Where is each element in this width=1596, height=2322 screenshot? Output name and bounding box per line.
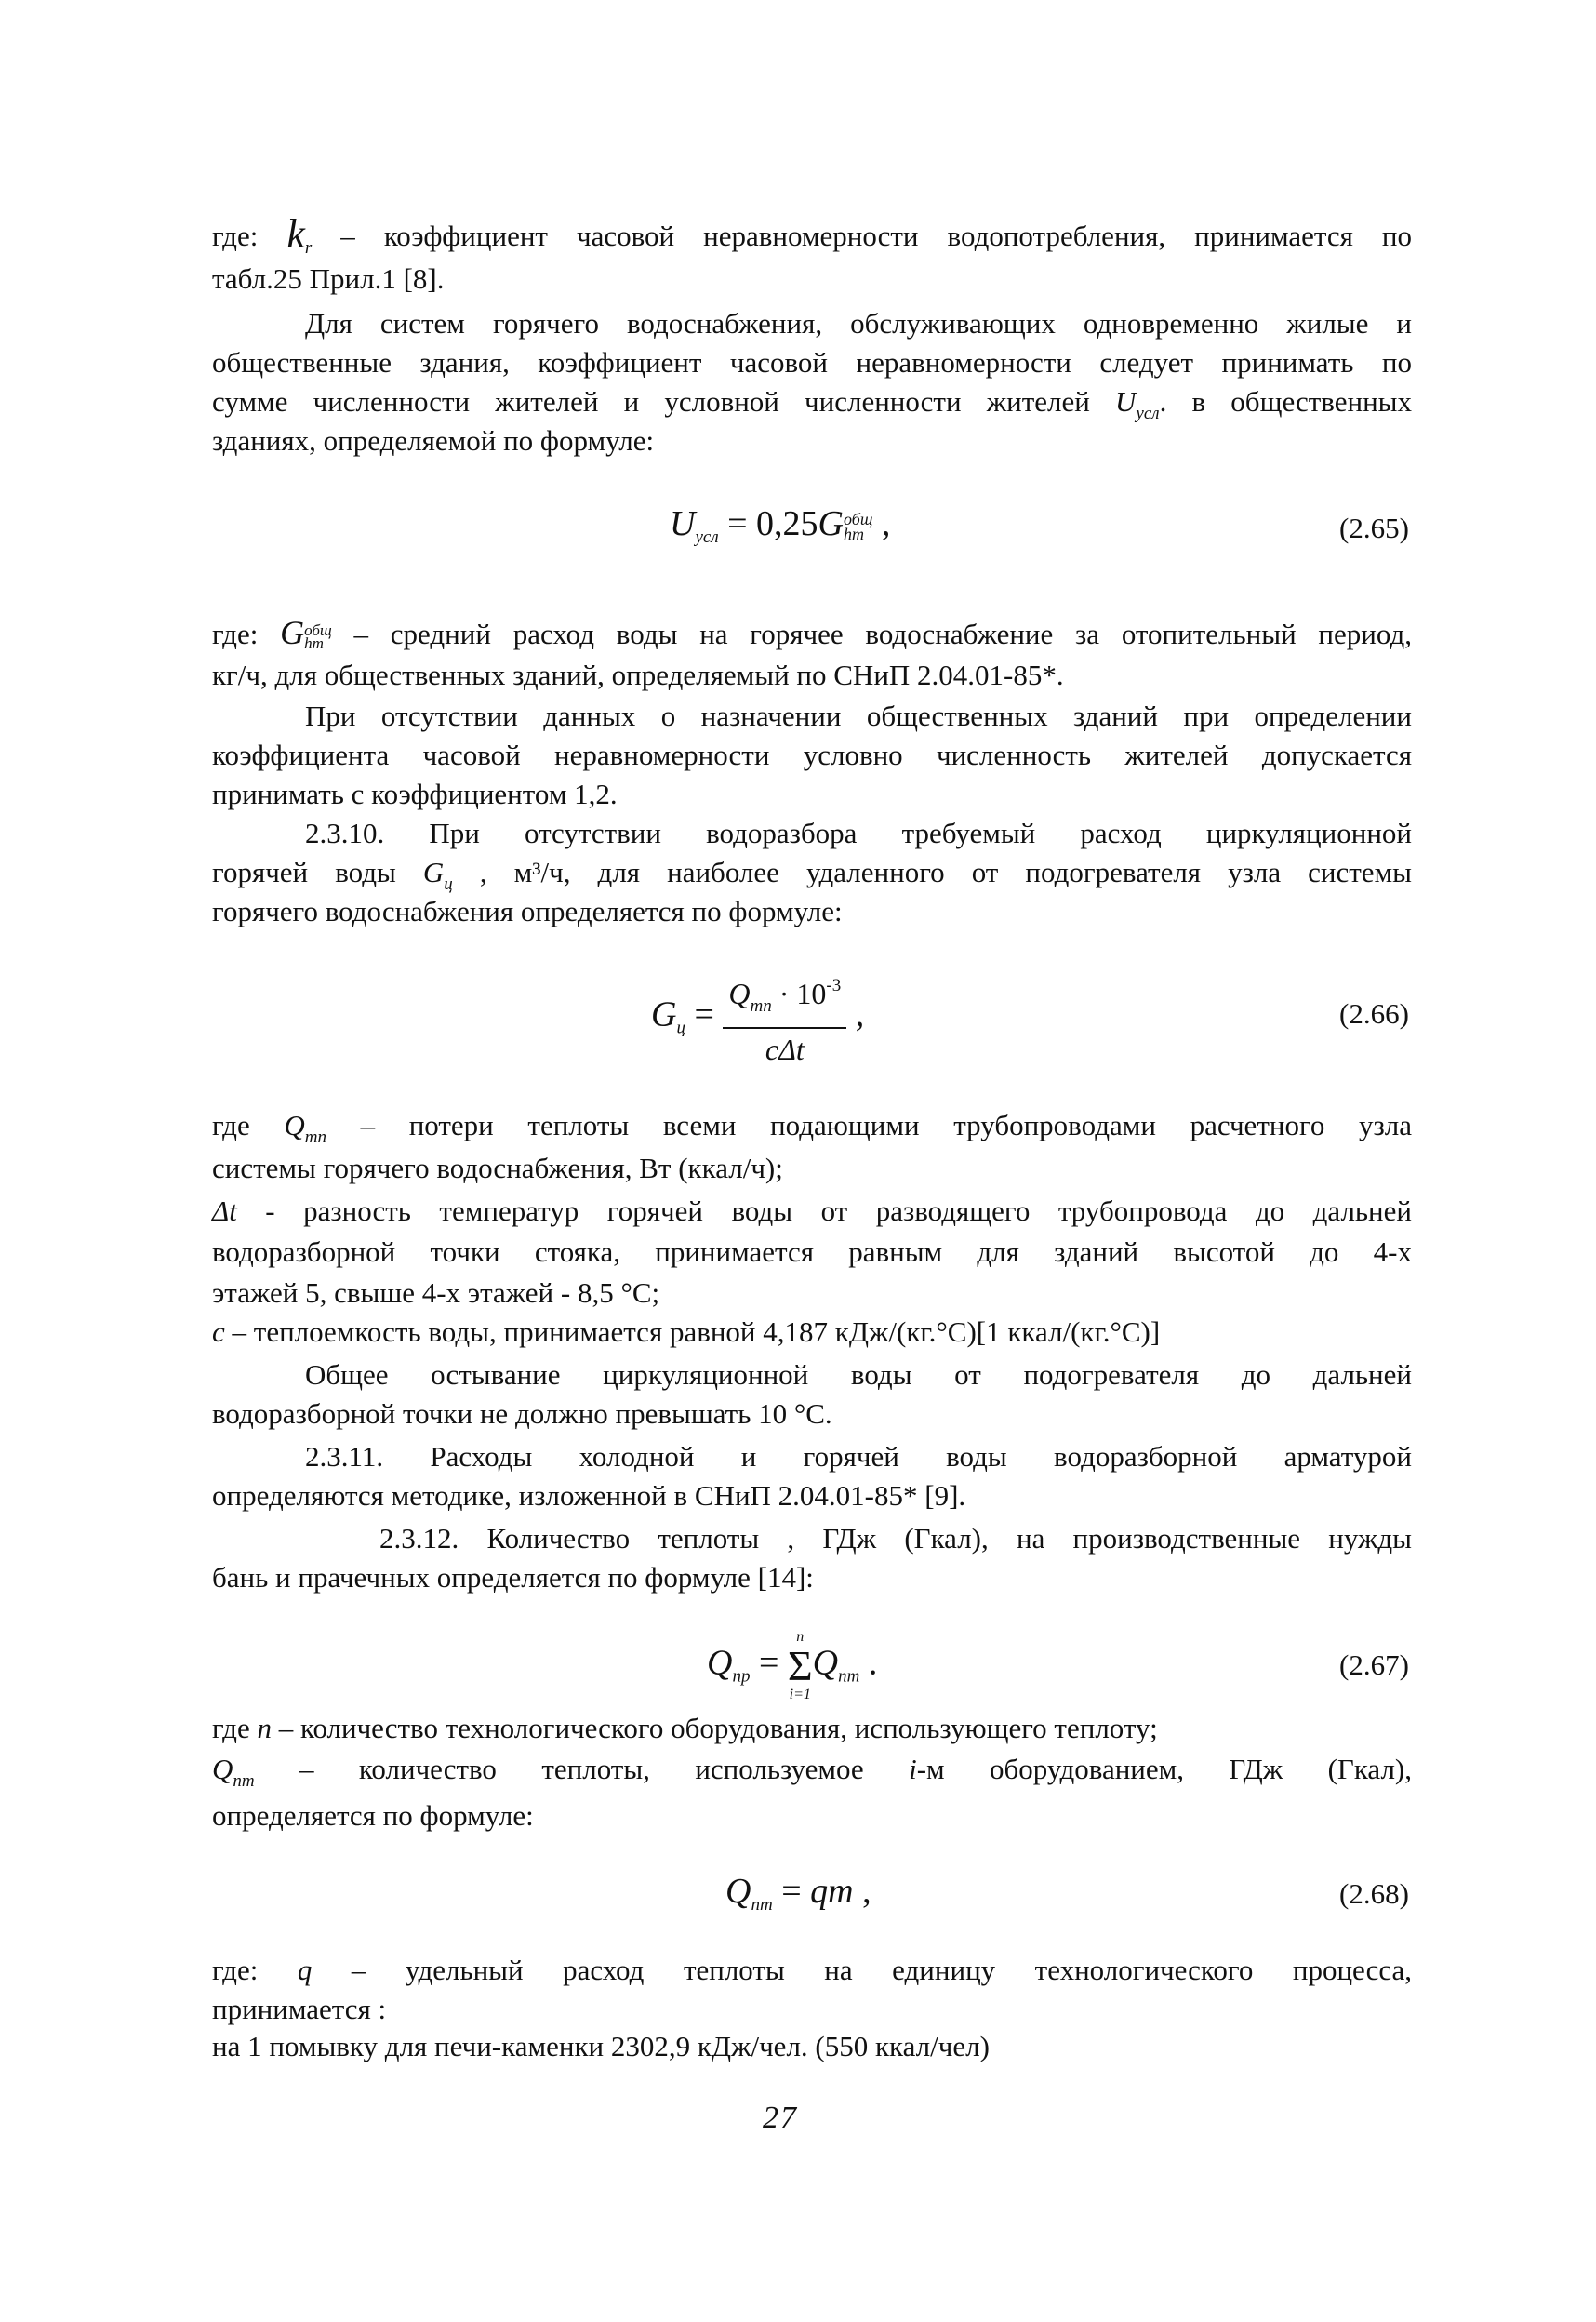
formula-2-65: $U_{усл} = 0,25G$ общ hm , xyxy=(670,504,891,547)
text-line: где $Q_{mn}$ – потери теплоты всеми подающими трубопроводами расчетного узла xyxy=(212,1109,1412,1147)
text-line: где: $k_r$ – коэффициент часовой неравномерности водопотребления, принимается по xyxy=(212,211,1412,258)
text-line: общественные здания, коэффициент часовой неравномерности следует принимать по xyxy=(212,346,1412,379)
text-line: сумме численности жителей и условной численности жителей $U_{усл}$. в общественных xyxy=(212,385,1412,423)
text-line: с – теплоемкость воды, принимается равной 4,187 кДж/(кг.°С)[1 ккал/(кг.°С)] xyxy=(212,1315,1161,1348)
text-line: где: q – удельный расход теплоты на единицу технологического процесса, xyxy=(212,1954,1412,1986)
equation-number: (2.65) xyxy=(1339,512,1409,544)
text-line: горячей воды $G_ц$ , м³/ч, для наиболее удаленного от подогревателя узла системы xyxy=(212,856,1413,894)
text-line: горячего водоснабжения определяется по формуле: xyxy=(212,895,843,927)
equation-number: (2.67) xyxy=(1339,1648,1409,1681)
text-line: водоразборной точки не должно превышать 10 °С. xyxy=(212,1397,832,1430)
paragraph-first-line: 2.3.12. Количество теплоты , ГДж (Гкал), на производственные нужды xyxy=(379,1522,1412,1555)
paragraph-first-line: При отсутствии данных о назначении общественных зданий при определении xyxy=(305,700,1412,732)
formula-2-66: $G_ц$ = $\frac{Q_{mn} \cdot 10^{-3}}{\text{cΔt}}$ , xyxy=(651,968,864,1068)
text-line: Δt - разность температур горячей воды от разводящего трубопровода до дальней xyxy=(212,1194,1412,1227)
paragraph-first-line: Общее остывание циркуляционной воды от подогревателя до дальней xyxy=(305,1358,1412,1391)
text-line: принимается : xyxy=(212,1993,387,2025)
text-line: где: G общ hm – средний расход воды на горячее водоснабжение за отопительный период, xyxy=(212,614,1412,652)
formula-2-67: $Q_{пр}$ = n Σ i=1 $Q_{пm}$ . xyxy=(707,1629,878,1702)
text-line: определяется по формуле: xyxy=(212,1799,534,1832)
text-line: кг/ч, для общественных зданий, определяемый по СНиП 2.04.01-85*. xyxy=(212,659,1064,691)
paragraph-first-line: 2.3.10. При отсутствии водоразбора требуемый расход циркуляционной xyxy=(305,817,1412,849)
paragraph-first-line: Для систем горячего водоснабжения, обслуживающих одновременно жилые и xyxy=(305,307,1412,340)
text-line: этажей 5, свыше 4-х этажей - 8,5 °С; xyxy=(212,1276,660,1309)
text-line: где n – количество технологического оборудования, использующего теплоту; xyxy=(212,1712,1158,1744)
text-line: бань и прачечных определяется по формуле [14]: xyxy=(212,1561,814,1594)
equation-number: (2.68) xyxy=(1339,1877,1409,1910)
text-line: табл.25 Прил.1 [8]. xyxy=(212,262,445,295)
page-number: 27 xyxy=(763,2101,798,2135)
equation-number: (2.66) xyxy=(1339,997,1409,1030)
text-line: принимать с коэффициентом 1,2. xyxy=(212,778,618,810)
formula-2-68: $Q_{пm}$ = qm , xyxy=(725,1872,871,1915)
sum-symbol: n Σ i=1 xyxy=(787,1629,813,1702)
text-line: системы горячего водоснабжения, Вт (ккал/ч); xyxy=(212,1152,783,1184)
text-line: водоразборной точки стояка, принимается равным для зданий высотой до 4-х xyxy=(212,1235,1412,1268)
text-line: $Q_{пm}$ – количество теплоты, используемое i-м оборудованием, ГДж (Гкал), xyxy=(212,1753,1412,1791)
text-line: зданиях, определяемой по формуле: xyxy=(212,424,655,457)
text-line: коэффициента часовой неравномерности условно численность жителей допускается xyxy=(212,739,1412,771)
text-line: на 1 помывку для печи-каменки 2302,9 кДж/чел. (550 ккал/чел) xyxy=(212,2030,990,2062)
paragraph-first-line: 2.3.11. Расходы холодной и горячей воды водоразборной арматурой xyxy=(305,1440,1412,1473)
text-line: определяются методике, изложенной в СНиП 2.04.01-85* [9]. xyxy=(212,1479,966,1512)
